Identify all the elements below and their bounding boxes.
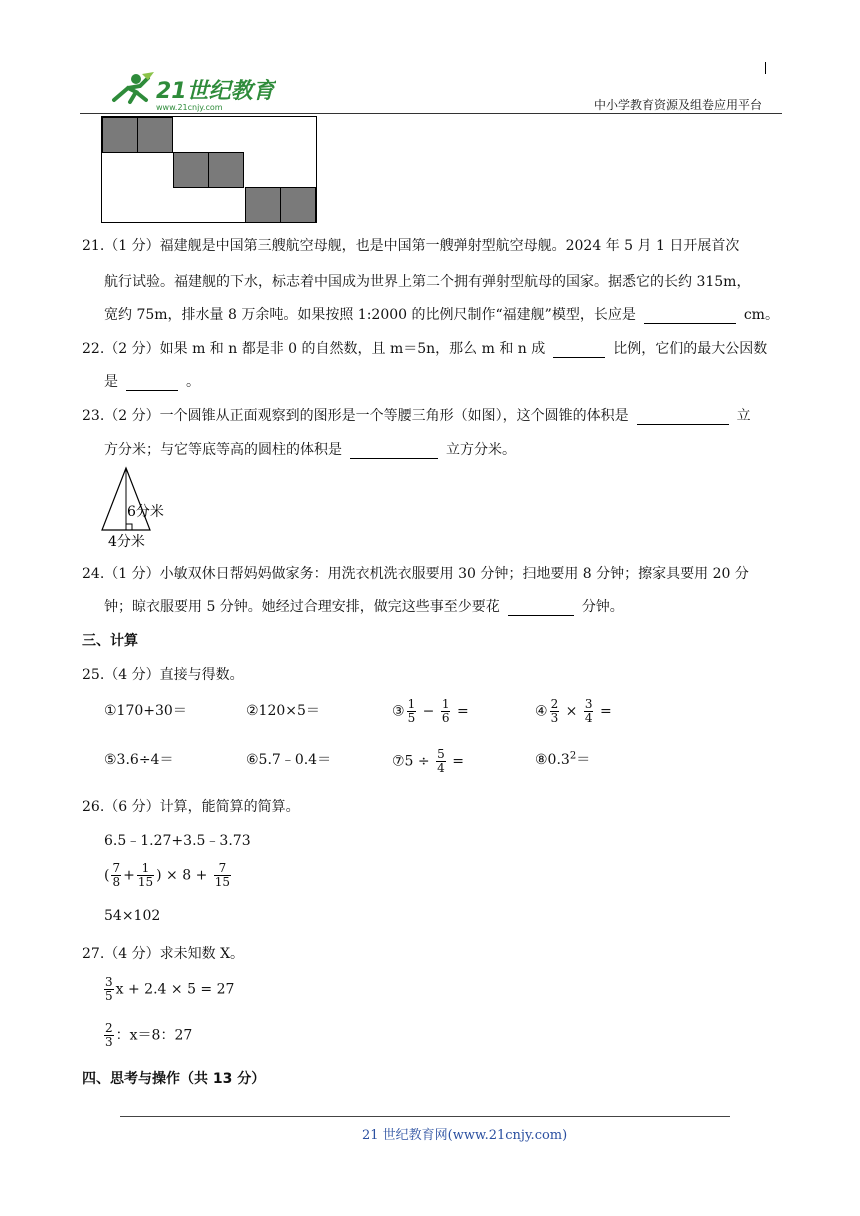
q27-eq2-text: ：x＝8：27 [115,1027,193,1044]
q24-line1: 24.（1 分）小敏双休日帮妈妈做家务：用洗衣机洗衣服要用 30 分钟；扫地要用 8 分钟；擦家具要用 20 分 [82,566,749,582]
section3-heading: 三、计算 [82,633,138,649]
section4-heading: 四、思考与操作（共 13 分） [82,1071,266,1087]
q24-unit: 分钟。 [581,599,624,615]
q23-text: 23.（2 分）一个圆锥从正面观察到的图形是一个等腰三角形（如图），这个圆锥的体积是 [82,408,629,424]
q26-expr3: 54×102 [104,908,161,924]
q25-item1: ①170+30＝ [104,703,187,719]
q21-unit: cm。 [743,307,779,323]
fraction: $\frac{3}{5}$ [105,975,113,1003]
fraction: $\frac{7}{15}$ [214,861,231,889]
q21-line1: 21.（1 分）福建舰是中国第三艘航空母舰，也是中国第一艘弹射型航空母舰。2024 年 5 月 1 日开展首次 [82,238,740,254]
q23-unit1: 立 [736,408,751,424]
q27-title: 27.（4 分）求未知数 X。 [82,946,245,962]
platform-name: 中小学教育资源及组卷应用平台 [593,98,762,112]
q22-blank2[interactable] [126,376,178,391]
grid-cell [280,187,316,223]
grid-cell [137,117,173,153]
grid-cell [245,187,281,223]
site-logo [106,70,276,112]
footer-divider [120,1116,730,1117]
q24-blank[interactable] [508,601,574,616]
q22-end: 。 [186,374,200,390]
q25-item3 [392,698,469,725]
times-sign: × [565,703,578,720]
q26-expr1: 6.5﹣1.27+3.5﹣3.73 [104,833,251,849]
q23-line1 [82,405,751,425]
fraction: $\frac{1}{15}$ [137,861,154,889]
grid-cell [102,117,138,153]
q25-item7 [392,748,464,775]
q25-item7-label: ⑦5 ÷ [392,753,430,770]
q24-line2 [104,596,624,616]
q23-line2 [104,439,516,459]
q27-eq1 [102,976,234,1003]
q25-item4 [535,698,612,725]
equals-sign: = [452,753,464,770]
equals-sign: = [456,703,469,720]
svg-text:www.21cnjy.com: www.21cnjy.com [156,103,223,112]
equals-sign: = [599,703,612,720]
q23-unit2: 立方分米。 [446,442,516,458]
q21-line3 [104,304,779,324]
q22-blank1[interactable] [553,343,605,358]
q25-item5: ⑤3.6÷4＝ [104,752,174,768]
q25-item2: ②120×5＝ [246,703,320,719]
cone-base-label: 4分米 [108,534,145,550]
cone-height-label: 6分米 [127,504,164,520]
exponent: 2 [569,750,577,762]
q23-blank1[interactable] [637,410,729,425]
q26-expr2-mid: × 8 + [166,867,208,884]
q24-text: 钟；晾衣服要用 5 分钟。她经过合理安排，做完这些事至少要花 [104,599,500,615]
fraction: $\frac{1}{6}$ [441,697,450,725]
q25-item4-label: ④ [535,703,548,720]
fraction: $\frac{5}{4}$ [437,747,445,775]
shaded-grid-figure [101,116,317,223]
q25-item6: ⑥5.7﹣0.4＝ [246,752,332,768]
q25-item3-label: ③ [392,703,405,720]
grid-cell [173,152,209,188]
svg-text:21世纪教育: 21世纪教育 [156,79,275,104]
footer-text[interactable]: 21 世纪教育网(www.21cnjy.com) [362,1128,568,1143]
q25-item8 [535,749,590,769]
equals-sign: ＝ [576,752,591,768]
fraction: $\frac{3}{4}$ [584,697,593,725]
header-marker [765,62,766,74]
minus-sign: − [422,703,435,720]
q22-text2: 比例，它们的最大公因数 [613,341,768,357]
q21-answer-blank[interactable] [644,309,736,324]
q23-blank2[interactable] [350,444,438,459]
q21-text: 宽约 75m，排水量 8 万余吨。如果按照 1:2000 的比例尺制作“福建舰”模型，长应是 [104,307,636,323]
fraction: $\frac{7}{8}$ [112,861,121,889]
q23-text2: 方分米；与它等底等高的圆柱的体积是 [104,442,342,458]
q25-title: 25.（4 分）直接与得数。 [82,667,244,683]
q22-text3: 是 [104,374,118,390]
cone-front-view-figure [100,466,180,556]
header-divider [80,113,782,114]
runner-icon [114,72,154,102]
fraction: $\frac{1}{5}$ [407,697,416,725]
fraction: $\frac{2}{3}$ [105,1021,113,1049]
q27-eq2 [102,1022,192,1049]
grid-cell [208,152,244,188]
q22-line1 [82,338,767,358]
q26-title: 26.（6 分）计算，能简算的简算。 [82,799,300,815]
fraction: $\frac{2}{3}$ [550,697,559,725]
q27-eq1-text: x + 2.4 × 5 = 27 [115,981,235,998]
q21-line2: 航行试验。福建舰的下水，标志着中国成为世界上第二个拥有弹射型航母的国家。据悉它的长约 315m， [104,274,751,290]
q25-item8-label: ⑧0.3 [535,752,570,768]
q26-expr2: ( $\frac{7}{8}$ + $\frac{1}{15}$ ) × 8 + $\frac{7}{15}$ [104,861,231,889]
q22-line2 [104,371,200,391]
q22-text: 22.（2 分）如果 m 和 n 都是非 0 的自然数，且 m＝5n，那么 m 和 n 成 [82,341,546,357]
